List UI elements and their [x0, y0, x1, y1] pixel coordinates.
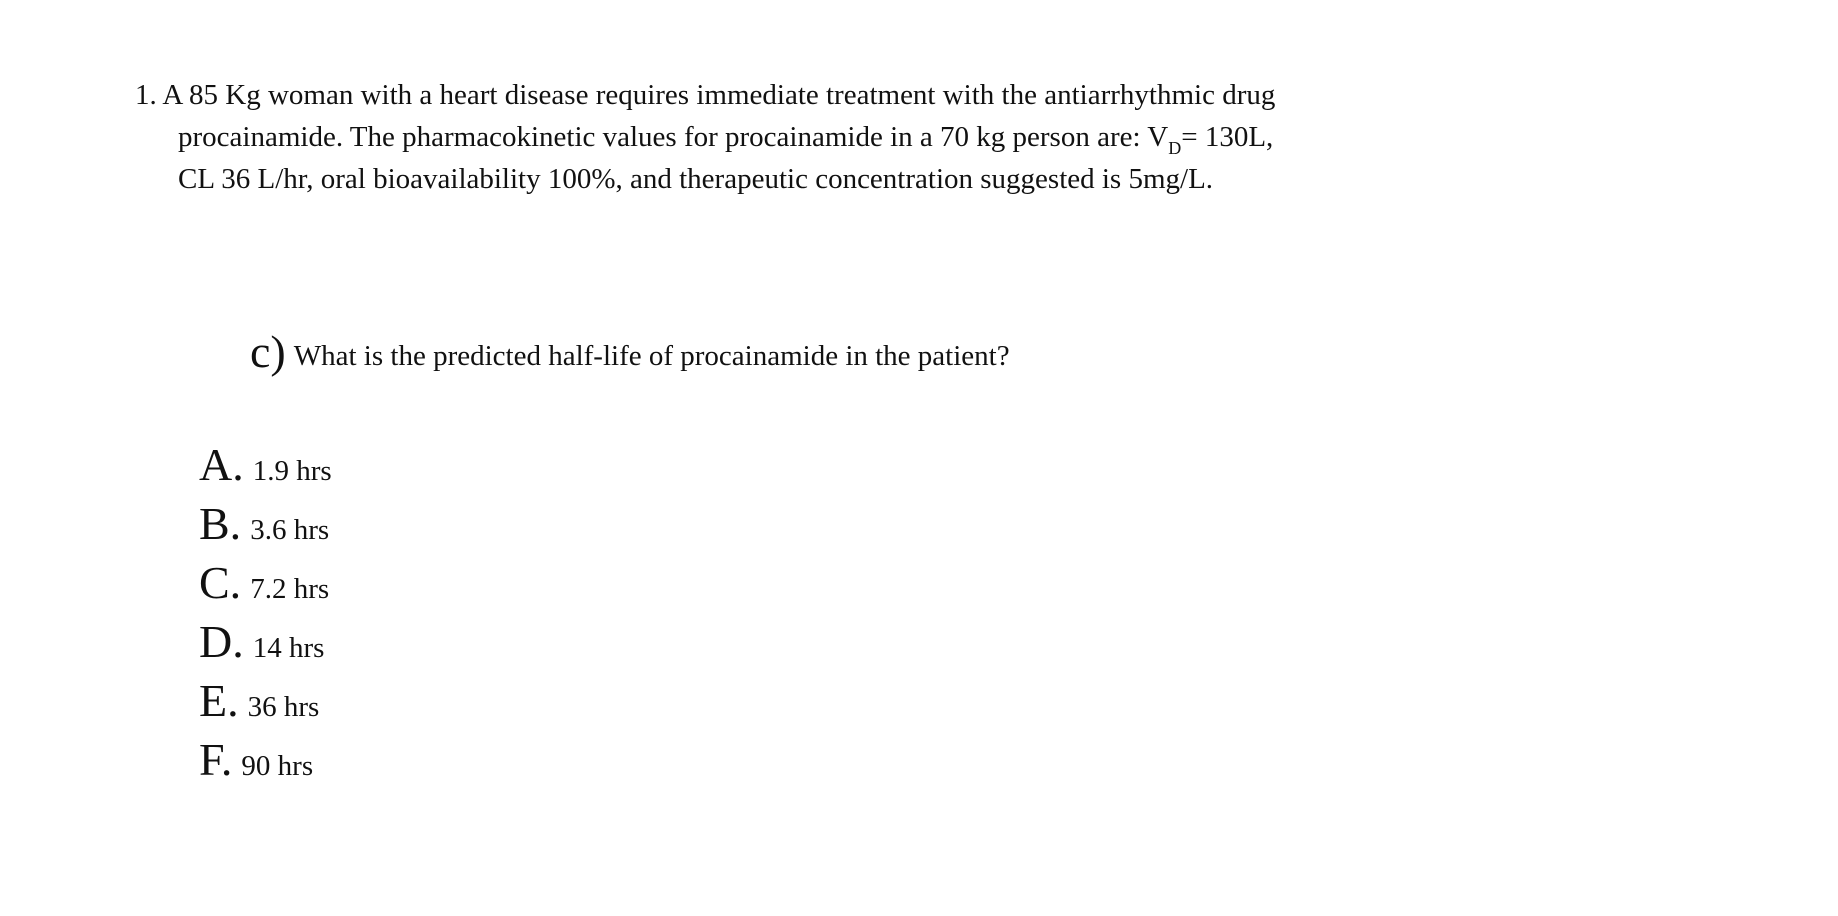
problem-line-1: [135, 74, 1435, 116]
option-e[interactable]: [199, 674, 332, 733]
option-text: 7.2 hrs: [250, 573, 330, 605]
option-letter: D.: [199, 616, 244, 667]
option-text: 3.6 hrs: [250, 514, 330, 546]
option-text: 1.9 hrs: [252, 455, 332, 487]
question-text: What is the predicted half-life of procainamide in the patient?: [293, 340, 1010, 372]
option-a[interactable]: [199, 438, 332, 497]
option-text: 90 hrs: [241, 750, 314, 782]
problem-text-line-2: procainamide. The pharmacokinetic values for procainamide in a 70 kg person are: V: [178, 121, 1169, 153]
option-d[interactable]: [199, 615, 332, 674]
question-part-label: c): [250, 326, 286, 377]
problem-line-2: [135, 116, 1435, 158]
problem-text-line-2-end: = 130L,: [1181, 121, 1274, 153]
option-letter: B.: [199, 498, 242, 549]
question: [250, 325, 1010, 378]
problem-line-3: [135, 158, 1435, 200]
option-letter: F.: [199, 734, 233, 785]
option-f[interactable]: [199, 733, 332, 792]
problem-statement: [135, 74, 1435, 200]
option-letter: E.: [199, 675, 239, 726]
problem-text-line-1: A 85 Kg woman with a heart disease requires immediate treatment with the antiarrhythmic drug: [162, 79, 1276, 111]
problem-text-line-3: CL 36 L/hr, oral bioavailability 100%, and therapeutic concentration suggested is 5mg/L.: [178, 163, 1214, 195]
option-b[interactable]: [199, 497, 332, 556]
volume-subscript: D: [1168, 138, 1182, 158]
answer-options: [199, 438, 332, 792]
option-text: 36 hrs: [247, 691, 320, 723]
option-text: 14 hrs: [252, 632, 325, 664]
option-letter: C.: [199, 557, 242, 608]
option-letter: A.: [199, 439, 244, 490]
problem-number: 1.: [135, 79, 157, 111]
option-c[interactable]: [199, 556, 332, 615]
